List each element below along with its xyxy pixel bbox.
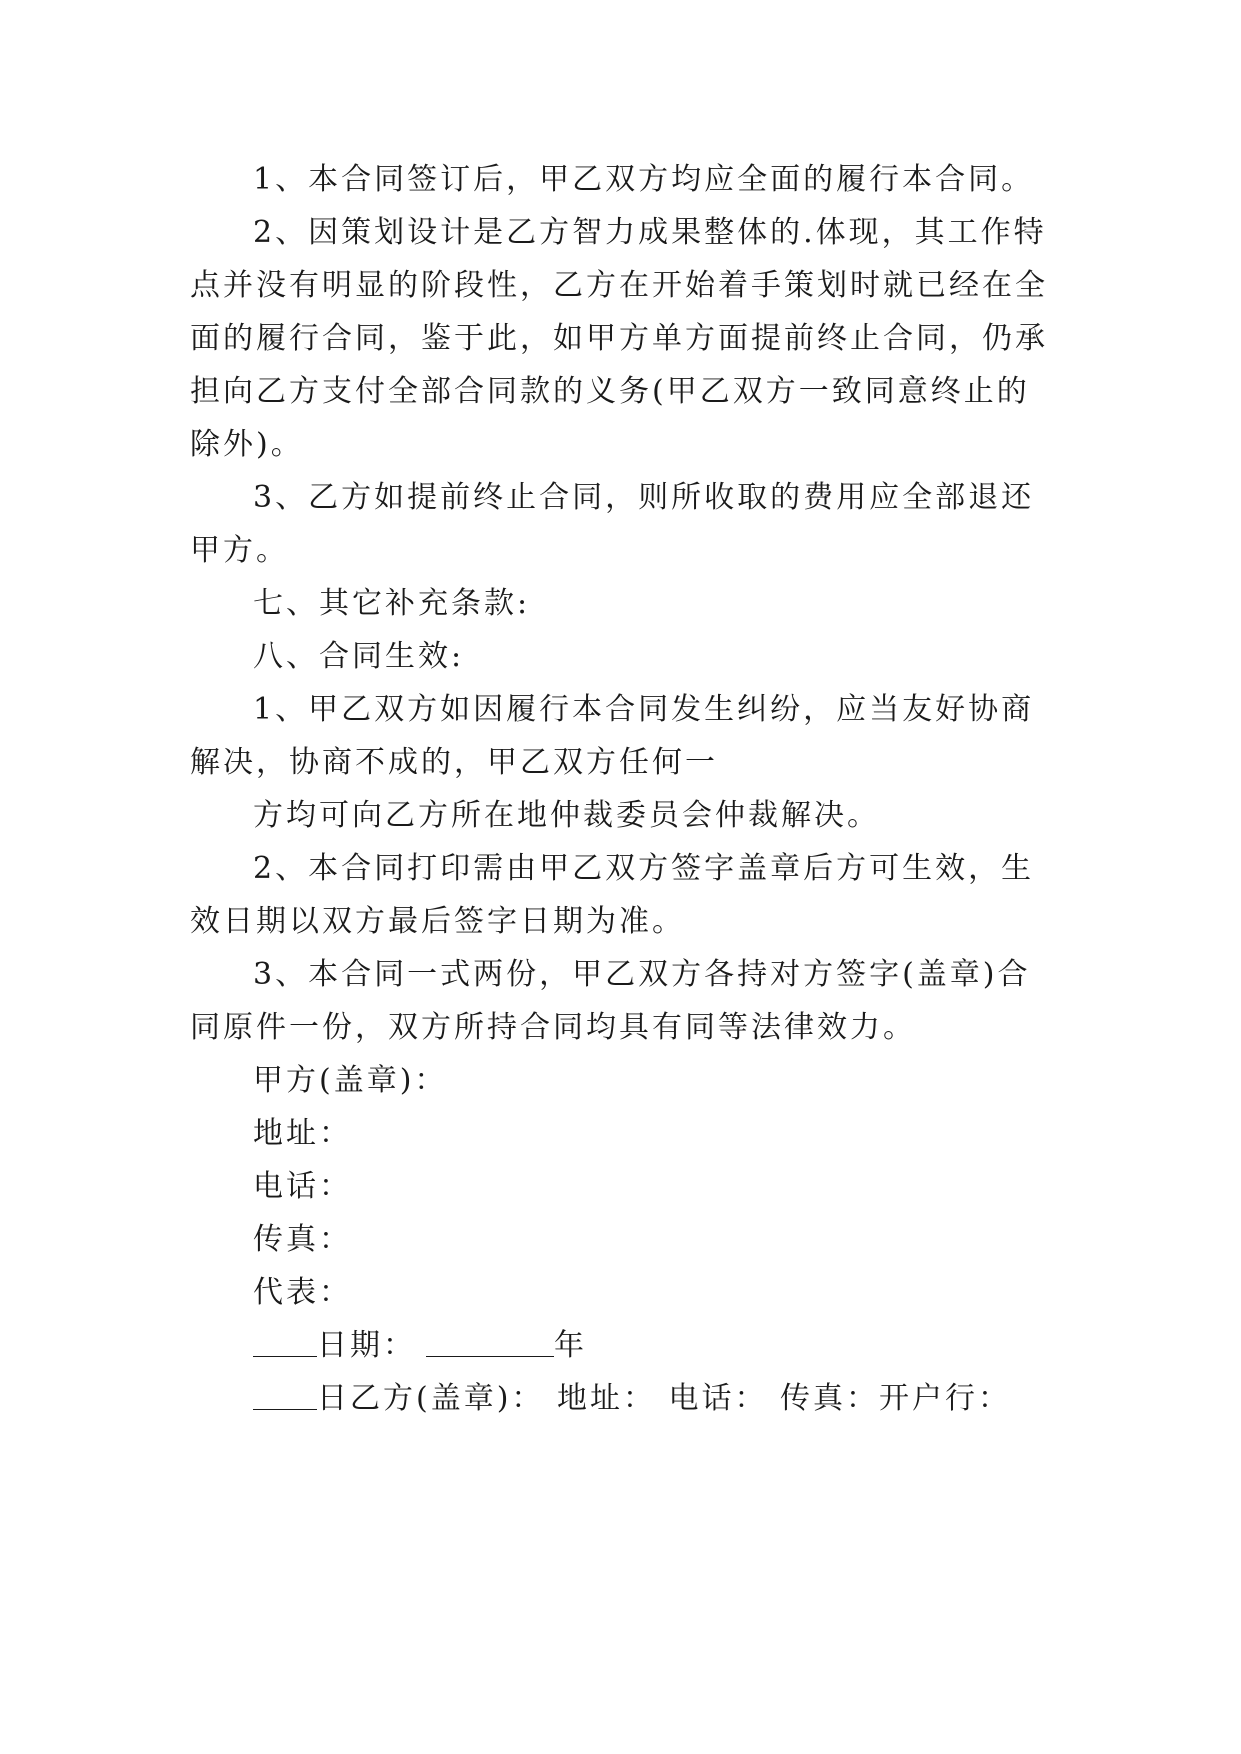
clause-line: 甲方。 <box>190 533 289 568</box>
year-label: 年 <box>554 1328 587 1363</box>
blank-underline <box>426 1326 554 1357</box>
clause-line: 担向乙方支付全部合同款的义务(甲乙双方一致同意终止的 <box>190 374 1030 409</box>
blank-underline <box>253 1379 317 1410</box>
date-label: 日期： <box>317 1328 416 1363</box>
clause-line: 解决，协商不成的，甲乙双方任何一 <box>190 745 718 780</box>
fax-label: 传真： <box>253 1222 352 1257</box>
party-b-labels: 日乙方(盖章)： 地址： 电话： 传真：开户行： <box>317 1381 1012 1416</box>
clause-line: 点并没有明显的阶段性，乙方在开始着手策划时就已经在全 <box>190 268 1048 303</box>
clause-line: 2、因策划设计是乙方智力成果整体的.体现，其工作特 <box>253 215 1047 250</box>
clause-line: 除外)。 <box>190 427 304 462</box>
party-a-seal-label: 甲方(盖章)： <box>253 1063 448 1098</box>
clause-line: 方均可向乙方所在地仲裁委员会仲裁解决。 <box>253 798 880 833</box>
date-line <box>253 1326 1053 1366</box>
address-label: 地址： <box>253 1116 352 1151</box>
clause-line: 1、本合同签订后，甲乙双方均应全面的履行本合同。 <box>253 162 1035 197</box>
clause-line: 1、甲乙双方如因履行本合同发生纠纷，应当友好协商 <box>253 692 1035 727</box>
blank-underline <box>253 1326 317 1357</box>
clause-line: 3、乙方如提前终止合同，则所收取的费用应全部退还 <box>253 480 1035 515</box>
clause-line: 效日期以双方最后签字日期为准。 <box>190 904 685 939</box>
representative-label: 代表： <box>253 1275 352 1310</box>
section-heading: 八、合同生效: <box>253 639 465 674</box>
clause-line: 3、本合同一式两份，甲乙双方各持对方签字(盖章)合 <box>253 957 1031 992</box>
clause-line: 面的履行合同，鉴于此，如甲方单方面提前终止合同，仍承 <box>190 321 1048 356</box>
section-heading: 七、其它补充条款: <box>253 586 531 621</box>
phone-label: 电话： <box>253 1169 352 1204</box>
clause-line: 2、本合同打印需由甲乙双方签字盖章后方可生效，生 <box>253 851 1035 886</box>
clause-line: 同原件一份，双方所持合同均具有同等法律效力。 <box>190 1010 916 1045</box>
party-b-line <box>253 1379 1053 1419</box>
